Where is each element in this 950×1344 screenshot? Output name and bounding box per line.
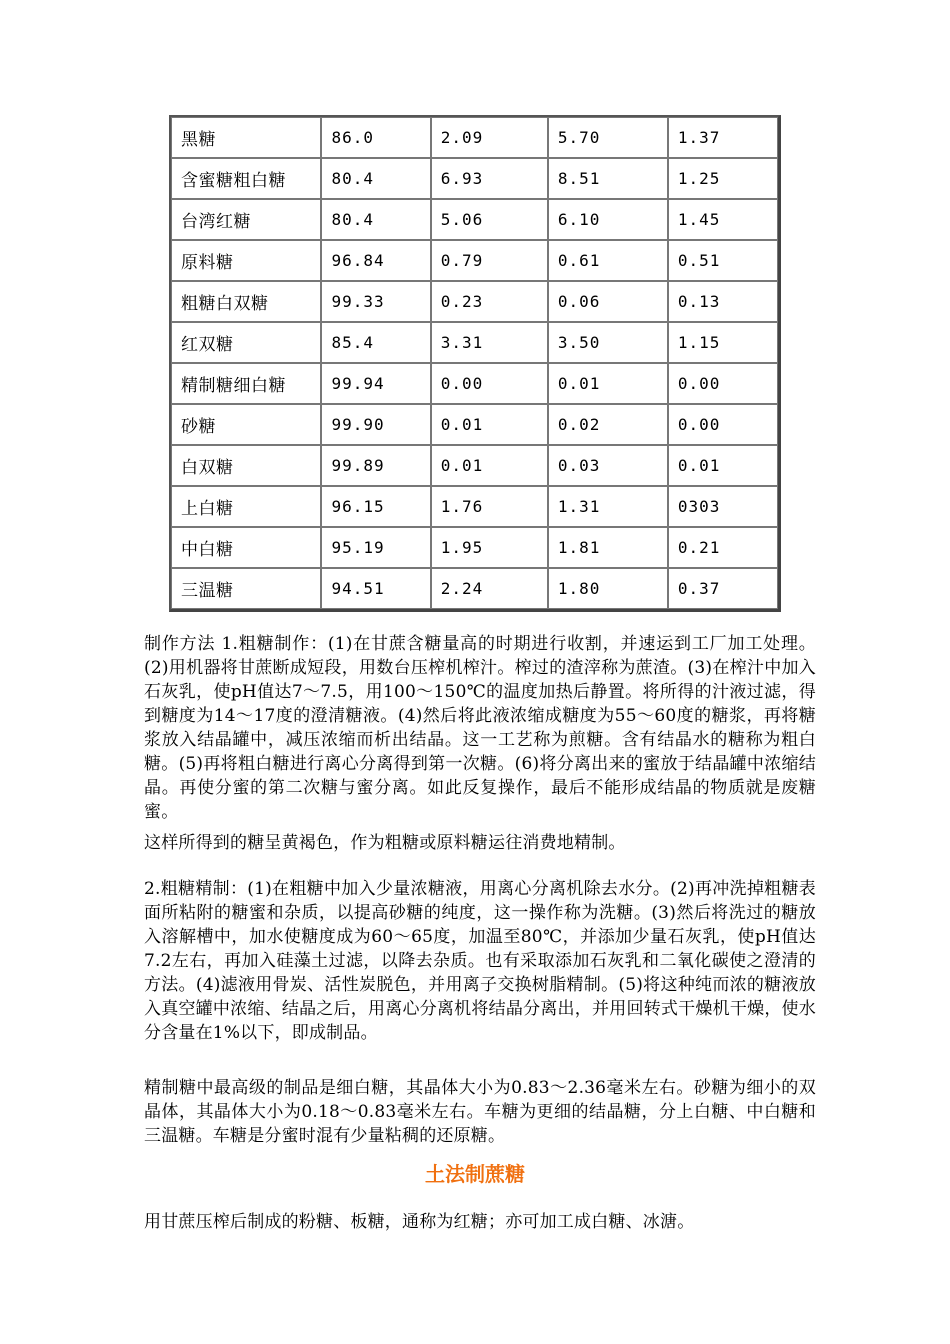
paragraph-brown-sugar: 用甘蔗压榨后制成的粉糖、板糖，通称为红糖；亦可加工成白糖、冰溏。: [144, 1212, 695, 1232]
value-cell: 1.31: [548, 486, 668, 527]
sugar-type-cell: 砂糖: [171, 404, 321, 445]
value-cell: 0.13: [668, 281, 778, 322]
value-cell: 1.81: [548, 527, 668, 568]
value-cell: 0.01: [668, 445, 778, 486]
value-cell: 0.37: [668, 568, 778, 609]
value-cell: 96.84: [321, 240, 430, 281]
value-cell: 0.06: [548, 281, 668, 322]
value-cell: 2.24: [431, 568, 548, 609]
value-cell: 94.51: [321, 568, 430, 609]
table-row: [171, 322, 778, 363]
value-cell: 0.00: [431, 363, 548, 404]
sugar-type-cell: 原料糖: [171, 240, 321, 281]
value-cell: 2.09: [431, 117, 548, 158]
value-cell: 0.00: [668, 363, 778, 404]
table-row: [171, 363, 778, 404]
paragraph-refined-sugar-grades: 精制糖中最高级的制品是细白糖，其晶体大小为0.83～2.36毫米左右。砂糖为细小的双晶体，其晶体大小为0.18～0.83毫米左右。车糖为更细的结晶糖，分上白糖、中白糖和三温糖。车糖是分蜜时混有少量粘稠的还原糖。: [144, 1078, 816, 1146]
value-cell: 3.31: [431, 322, 548, 363]
value-cell: 1.15: [668, 322, 778, 363]
sugar-type-cell: 三温糖: [171, 568, 321, 609]
value-cell: 1.45: [668, 199, 778, 240]
value-cell: 0.03: [548, 445, 668, 486]
value-cell: 99.33: [321, 281, 430, 322]
value-cell: 0.00: [668, 404, 778, 445]
sugar-type-cell: 白双糖: [171, 445, 321, 486]
sugar-type-cell: 含蜜糖粗白糖: [171, 158, 321, 199]
value-cell: 0303: [668, 486, 778, 527]
paragraph-raw-sugar-result: 这样所得到的糖呈黄褐色，作为粗糖或原料糖运往消费地精制。: [144, 833, 626, 853]
table-row: [171, 158, 778, 199]
value-cell: 1.95: [431, 527, 548, 568]
sugar-type-cell: 中白糖: [171, 527, 321, 568]
sugar-type-cell: 黑糖: [171, 117, 321, 158]
table-row: [171, 445, 778, 486]
value-cell: 8.51: [548, 158, 668, 199]
value-cell: 80.4: [321, 199, 430, 240]
value-cell: 95.19: [321, 527, 430, 568]
value-cell: 0.01: [548, 363, 668, 404]
paragraph-raw-sugar-refining: 2.粗糖精制：(1)在粗糖中加入少量浓糖液，用离心分离机除去水分。(2)再冲洗掉粗糖表面所粘附的糖蜜和杂质，以提高砂糖的纯度，这一操作称为洗糖。(3)然后将洗过的糖放入溶解槽中，加水使糖度成为60～65度，加温至80℃，并添加少量石灰乳，使pH值达7.2左右，再加入硅藻土过滤，以降去杂质。也有采取添加石灰乳和二氧化碳使之澄清的方法。(4)滤液用骨炭、活性炭脱色，并用离子交换树脂精制。(5)将这种纯而浓的糖液放入真空罐中浓缩、结晶之后，用离心分离机将结晶分离出，并用回转式干燥机干燥，使水分含量在1%以下，即成制品。: [144, 879, 816, 1043]
value-cell: 6.10: [548, 199, 668, 240]
value-cell: 1.37: [668, 117, 778, 158]
value-cell: 0.79: [431, 240, 548, 281]
sugar-composition-table: [169, 115, 781, 612]
section-heading: 土法制蔗糖: [425, 1162, 525, 1186]
value-cell: 0.02: [548, 404, 668, 445]
value-cell: 3.50: [548, 322, 668, 363]
value-cell: 0.21: [668, 527, 778, 568]
sugar-type-cell: 精制糖细白糖: [171, 363, 321, 404]
sugar-type-cell: 粗糖白双糖: [171, 281, 321, 322]
value-cell: 5.70: [548, 117, 668, 158]
table-row: [171, 199, 778, 240]
table-row: [171, 527, 778, 568]
value-cell: 6.93: [431, 158, 548, 199]
value-cell: 1.80: [548, 568, 668, 609]
table-row: [171, 404, 778, 445]
value-cell: 96.15: [321, 486, 430, 527]
value-cell: 80.4: [321, 158, 430, 199]
value-cell: 0.01: [431, 404, 548, 445]
value-cell: 0.23: [431, 281, 548, 322]
value-cell: 5.06: [431, 199, 548, 240]
paragraph-raw-sugar-production: 制作方法 1.粗糖制作：(1)在甘蔗含糖量高的时期进行收割，并速运到工厂加工处理。(2)用机器将甘蔗断成短段，用数台压榨机榨汁。榨过的渣滓称为蔗渣。(3)在榨汁中加入石灰乳，使pH值达7～7.5，用100～150℃的温度加热后静置。将所得的汁液过滤，得到糖度为14～17度的澄清糖液。(4)然后将此液浓缩成糖度为55～60度的糖浆，再将糖浆放入结晶罐中，减压浓缩而析出结晶。这一工艺称为煎糖。含有结晶水的糖称为粗白糖。(5)再将粗白糖进行离心分离得到第一次糖。(6)将分离出来的蜜放于结晶罐中浓缩结晶。再使分蜜的第二次糖与蜜分离。如此反复操作，最后不能形成结晶的物质就是废糖蜜。: [144, 634, 816, 822]
value-cell: 0.01: [431, 445, 548, 486]
table-row: [171, 240, 778, 281]
value-cell: 0.61: [548, 240, 668, 281]
value-cell: 1.25: [668, 158, 778, 199]
table-row: [171, 117, 778, 158]
table-row: [171, 281, 778, 322]
value-cell: 99.89: [321, 445, 430, 486]
sugar-type-cell: 台湾红糖: [171, 199, 321, 240]
sugar-type-cell: 红双糖: [171, 322, 321, 363]
table-row: [171, 486, 778, 527]
value-cell: 85.4: [321, 322, 430, 363]
sugar-type-cell: 上白糖: [171, 486, 321, 527]
table-row: [171, 568, 778, 609]
value-cell: 99.90: [321, 404, 430, 445]
value-cell: 86.0: [321, 117, 430, 158]
value-cell: 0.51: [668, 240, 778, 281]
value-cell: 1.76: [431, 486, 548, 527]
value-cell: 99.94: [321, 363, 430, 404]
